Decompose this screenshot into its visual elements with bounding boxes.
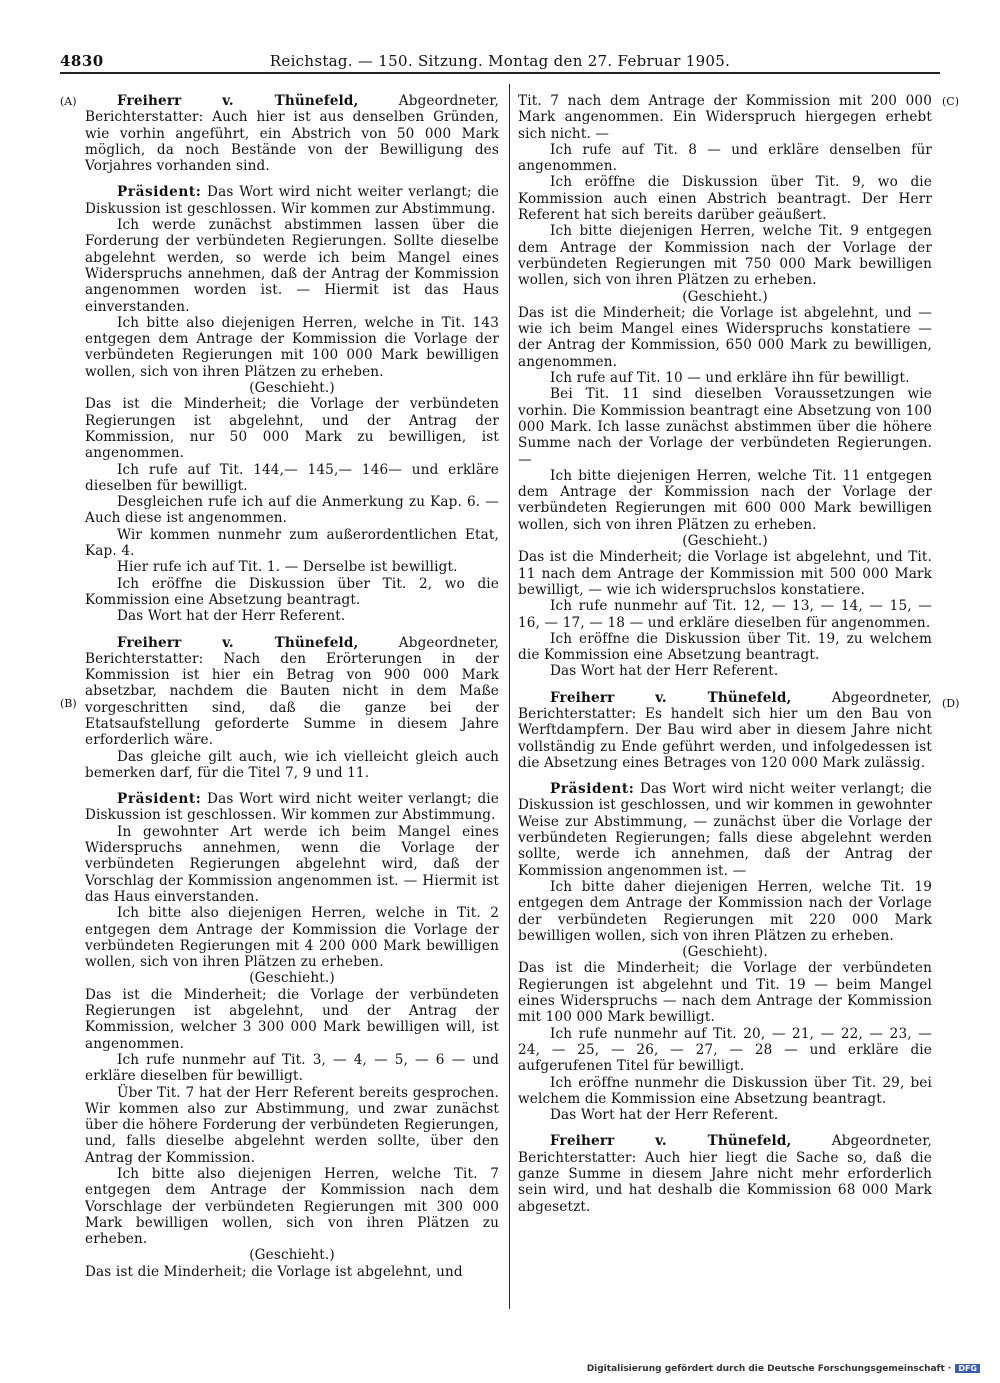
paragraph: Wir kommen nunmehr zum außerordentlichen Etat, Kap. 4. (85, 526, 499, 560)
paragraph: Ich rufe nunmehr auf Tit. 12, — 13, — 14, — 15, — 16, — 17, — 18 — und erkläre dieselben für angenommen. (518, 598, 932, 631)
paragraph: Präsident: Das Wort wird nicht weiter verlangt; die Diskussion ist geschlossen, und wir kommen in gewohnter Weise zur Abstimmung, — zunächst über die Vorlage der verbündeten Regierungen; falls diese abgelehnt werden sollte, werde ich annehmen, daß der Antrag der Kommission angenommen ist. — (518, 781, 932, 879)
stage-direction: (Geschieht.) (249, 1247, 335, 1264)
paragraph: Ich bitte diejenigen Herren, welche Tit. 9 entgegen dem Antrage der Kommission nach der Vorlage der verbündeten Regierungen mit 750 000 Mark bewilligen wollen, sich von ihren Plätzen zu erheben. (518, 223, 932, 289)
paragraph: Über Tit. 7 hat der Herr Referent bereits gesprochen. Wir kommen also zur Abstimmung, und zwar zunächst über die höhere Forderung der verbündeten Regierungen, und, falls dieselbe abgelehnt werden sollte, über den Antrag der Kommission. (85, 1084, 499, 1166)
paragraph: Ich bitte also diejenigen Herren, welche Tit. 7 entgegen dem Antrage der Kommission nach dem Vorschlage der verbündeten Regierungen mit 300 000 Mark bewilligen wollen, sich von ihren Plätzen zu erheben. (85, 1166, 499, 1248)
paragraph: Ich eröffne die Diskussion über Tit. 19, zu welchem die Kommission eine Absetzung beantragt. (518, 630, 932, 664)
dfg-logo: DFG (955, 1364, 980, 1373)
paragraph: Ich eröffne die Diskussion über Tit. 9, wo die Kommission auch einen Abstrich beantragt. Der Herr Referent hat sich bereits darüber geäußert. (518, 174, 932, 224)
header-rule (60, 72, 940, 74)
paragraph: Das Wort hat der Herr Referent. (550, 1107, 779, 1124)
paragraph: Desgleichen rufe ich auf die Anmerkung zu Kap. 6. — Auch diese ist angenommen. (85, 494, 499, 527)
margin-mark-d: (D) (942, 697, 960, 710)
paragraph: Ich werde zunächst abstimmen lassen über die Forderung der verbündeten Regierungen. Sollte dieselbe abgelehnt werden, so werde ich beim Mangel eines Widerspruchs annehmen, daß der Antrag der Kommission angenommen worden ist. — Hiermit ist das Haus einverstanden. (85, 217, 499, 315)
margin-mark-b: (B) (60, 697, 77, 710)
margin-mark-c: (C) (942, 95, 959, 108)
paragraph: Freiherr v. Thünefeld, Abgeordneter, Berichterstatter: Auch hier liegt die Sache so, daß die ganze Summe in diesem Jahre nicht mehr erforderlich sein wird, und hat deshalb die Kommission 68 000 Mark abgesetzt. (518, 1133, 932, 1215)
paragraph: Freiherr v. Thünefeld, Abgeordneter, Berichterstatter: Auch hier ist aus denselben Gründen, wie vorhin angeführt, ein Abstrich von 50 000 Mark möglich, da noch Bestände von der Bewilligung des Vorjahres vorhanden sind. (85, 93, 499, 175)
paragraph: In gewohnter Art werde ich beim Mangel eines Widerspruchs annehmen, wenn die Vorlage der verbündeten Regierungen abgelehnt wird, daß der Vorschlag der Kommission angenommen ist. — Hiermit ist das Haus einverstanden. (85, 823, 499, 905)
paragraph: Das ist die Minderheit; die Vorlage ist abgelehnt, und Tit. 11 nach dem Antrage der Kommission mit 500 000 Mark bewilligt, — wie ich widerspruchslos konstatiere. (518, 549, 932, 598)
paragraph: Tit. 7 nach dem Antrage der Kommission mit 200 000 Mark angenommen. Ein Widerspruch hiergegen erhebt sich nicht. — (518, 93, 932, 142)
stage-direction: (Geschieht.) (249, 970, 335, 987)
paragraph: Hier rufe ich auf Tit. 1. — Derselbe ist bewilligt. (117, 559, 458, 576)
stage-direction: (Geschieht.) (682, 533, 768, 550)
paragraph: Bei Tit. 11 sind dieselben Voraussetzungen wie vorhin. Die Kommission beantragt eine Absetzung von 100 000 Mark. Ich lasse zunächst abstimmen über die höhere Summe nach der Vorlage der verbündeten Regierungen. — (518, 386, 932, 468)
running-title: Reichstag. — 150. Sitzung. Montag den 27. Februar 1905. (269, 52, 731, 70)
page-number: 4830 (60, 52, 104, 70)
paragraph: Das Wort hat der Herr Referent. (550, 663, 779, 680)
paragraph: Ich rufe auf Tit. 8 — und erkläre denselben für angenommen. (518, 141, 932, 175)
stage-direction: (Geschieht). (682, 944, 768, 961)
paragraph: Ich eröffne die Diskussion über Tit. 2, wo die Kommission eine Absetzung beantragt. (85, 575, 499, 608)
footer-credit (587, 1364, 980, 1374)
paragraph: Ich rufe auf Tit. 10 — und erkläre ihn für bewilligt. (550, 370, 910, 387)
paragraph: Das gleiche gilt auch, wie ich vielleicht gleich auch bemerken darf, für die Titel 7, 9 und 11. (85, 748, 499, 781)
footer-text: Digitalisierung gefördert durch die Deutsche Forschungsgemeinschaft · (586, 1364, 952, 1374)
paragraph: Das Wort hat der Herr Referent. (117, 608, 346, 625)
paragraph: Das ist die Minderheit; die Vorlage ist abgelehnt, und (85, 1263, 463, 1280)
paragraph: Ich bitte diejenigen Herren, welche Tit. 11 entgegen dem Antrage der Kommission nach der Vorlage der verbündeten Regierungen mit 600 000 Mark bewilligen wollen, sich von ihren Plätzen zu erheben. (518, 467, 932, 533)
paragraph: Das ist die Minderheit; die Vorlage der verbündeten Regierungen ist abgelehnt, und der Antrag der Kommission, nur 50 000 Mark zu bewilligen, ist angenommen. (85, 396, 499, 462)
paragraph: Das ist die Minderheit; die Vorlage der verbündeten Regierungen ist abgelehnt, und der Antrag der Kommission, welcher 3 300 000 Mark bewilligen will, ist angenommen. (85, 986, 499, 1052)
paragraph: Das ist die Minderheit; die Vorlage ist abgelehnt, und — wie ich beim Mangel eines Widerspruchs konstatiere — der Antrag der Kommission, 650 000 Mark zu bewilligen, angenommen. (518, 304, 932, 370)
paragraph: Ich rufe nunmehr auf Tit. 3, — 4, — 5, — 6 — und erkläre dieselben für bewilligt. (85, 1051, 499, 1085)
paragraph: Ich bitte also diejenigen Herren, welche in Tit. 143 entgegen dem Antrage der Kommission die Vorlage der verbündeten Regierungen mit 100 000 Mark bewilligen wollen, sich von ihren Plätzen zu erheben. (85, 314, 499, 380)
paragraph: Das ist die Minderheit; die Vorlage der verbündeten Regierungen ist abgelehnt und Tit. 19 — beim Mangel eines Widerspruchs — nach dem Antrage der Kommission mit 100 000 Mark bewilligt. (518, 960, 932, 1026)
right-column (518, 93, 932, 1215)
margin-mark-a: (A) (60, 95, 77, 108)
paragraph: Präsident: Das Wort wird nicht weiter verlangt; die Diskussion ist geschlossen. Wir kommen zur Abstimmung. (85, 184, 499, 217)
column-divider (509, 84, 510, 1309)
paragraph: Präsident: Das Wort wird nicht weiter verlangt; die Diskussion ist geschlossen. Wir kommen zur Abstimmung. (85, 791, 499, 824)
paragraph: Ich bitte also diejenigen Herren, welche in Tit. 2 entgegen dem Antrage der Kommission die Vorlage der verbündeten Regierungen mit 4 200 000 Mark bewilligen wollen, sich von ihren Plätzen zu erheben. (85, 905, 499, 971)
paragraph: Ich rufe auf Tit. 144,— 145,— 146— und erkläre dieselben für bewilligt. (85, 461, 499, 494)
paragraph: Freiherr v. Thünefeld, Abgeordneter, Berichterstatter: Es handelt sich hier um den Bau von Werftdampfern. Der Bau wird aber in diesem Jahre nicht vollständig zu Ende geführt werden, und infolgedessen ist die Absetzung eines Betrages von 120 000 Mark zulässig. (518, 689, 932, 771)
stage-direction: (Geschieht.) (249, 380, 335, 397)
stage-direction: (Geschieht.) (682, 288, 768, 305)
paragraph: Freiherr v. Thünefeld, Abgeordneter, Berichterstatter: Nach den Erörterungen in der Kommission ist hier ein Betrag von 900 000 Mark absetzbar, nachdem die Bauten nicht in dem Maße vorgeschritten sind, daß die ganze bei der Etatsaufstellung geforderte Summe in diesem Jahre erforderlich wäre. (85, 634, 499, 749)
paragraph: Ich rufe nunmehr auf Tit. 20, — 21, — 22, — 23, — 24, — 25, — 26, — 27, — 28 — und erkläre die aufgerufenen Titel für bewilligt. (518, 1025, 932, 1075)
paragraph: Ich bitte daher diejenigen Herren, welche Tit. 19 entgegen dem Antrage der Kommission nach der Vorlage der verbündeten Regierungen mit 220 000 Mark bewilligen wollen, sich von ihren Plätzen zu erheben. (518, 878, 932, 944)
paragraph: Ich eröffne nunmehr die Diskussion über Tit. 29, bei welchem die Kommission eine Absetzung beantragt. (518, 1074, 932, 1107)
left-column (85, 93, 499, 1280)
